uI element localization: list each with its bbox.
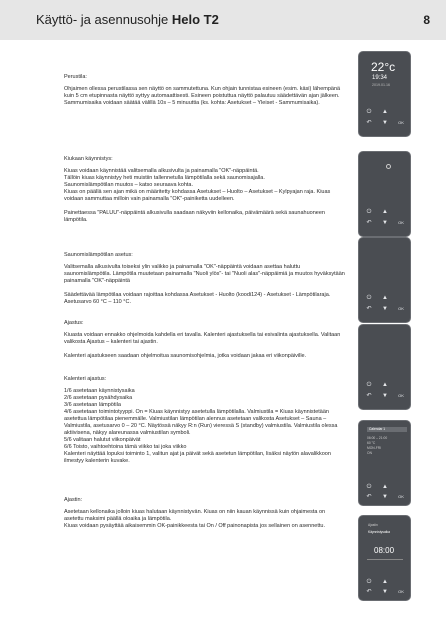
section-temperature <box>64 252 346 313</box>
arrow-up-icon: ▲ <box>382 579 388 585</box>
back-icon: ↶ <box>366 494 372 500</box>
section-timing <box>64 320 346 367</box>
ok-icon: OK <box>398 589 404 594</box>
device-screen <box>364 427 405 483</box>
device-image-blank <box>358 151 411 237</box>
device-button-row <box>363 578 407 586</box>
arrow-down-icon: ▼ <box>382 393 388 399</box>
power-icon: ⏻ <box>366 209 372 215</box>
arrow-up-icon: ▲ <box>382 484 388 490</box>
section-body: Valitsemalla alkusivulta toiseksi ylin valikko ja painamalla "OK"-näppäintä voidaan asettaa haluttu saunomislämpötila. Lämpötila muutetaan painamalla "Nuoli ylös"- tai "Nuoli alas"-näppäimiä ja muutos hyväksytään painamalla "OK"-näppäintä <box>64 264 345 284</box>
arrow-up-icon: ▲ <box>382 295 388 301</box>
device-button-row <box>363 381 407 389</box>
device-button-row <box>363 493 407 501</box>
device-image-timing <box>358 324 411 410</box>
section-calendar <box>64 376 346 472</box>
section-heading: Perustila: <box>64 74 87 80</box>
section-basic-state <box>64 74 346 114</box>
back-icon: ↶ <box>366 589 372 595</box>
ok-icon: OK <box>398 120 404 125</box>
section-body: 1/6 asetetaan käynnistysaika 2/6 asetetaan pysähdysaika 3/6 asetetaan lämpötila 4/6 asetetaan toimintotyyppi. On = Kiuas käynnistyy asetetulla lämpötilalla. Valmiustila = Kiuas käynnistetään asetettua lämpötilaa pienemmälle. Valmiustilan lämpötilan alennus asetetaan valikosta Asetukset – Sauna – Valmiustila, asetusarvo 0 – 20 °C. Näytössä näkyy R:n (Run) vieressä S (standby) valmiustila. Valmiustila olessa aktiivisena, näkyy alareunassa valmiustilan symboli. 5/6 valitaan halutut viikonpäivät 6/6 Toisto, vaihtoehtoina tämä viikko tai joka viikko Kalenteri näyttää lopuksi toiminto 1, valitun ajat ja päivät sekä asetetun lämpötilan, lisäksi näytön alavalikkoon ilmestyy kalenterin kuvake. <box>64 388 338 464</box>
ok-icon: OK <box>398 494 404 499</box>
device-image-calendar <box>358 420 411 506</box>
ok-icon: OK <box>398 393 404 398</box>
back-icon: ↶ <box>366 393 372 399</box>
back-icon: ↶ <box>366 220 372 226</box>
calendar-list-item: ON <box>367 451 372 455</box>
power-icon: ⏻ <box>366 295 372 301</box>
device-button-row <box>363 588 407 596</box>
section-body: Kiuas voidaan käynnistää valitsemalla alkusivulta ja painamalla "OK"-näppäintä. Tällöin kiuas käynnistyy heti muistiin tallennetulla lämpötilalla sekä saunomisajalla. Saunomislämpötilan muutos – katso seuraava kohta. Kiuas on päällä sen ajan mikä on määritetty kohdassa Asetukset – Huolto – Asetukset – Kylpyajan raja. Kiuas voidaan sammuttaa milloin vain painamalla "OK"-painiketta uudelleen. <box>64 168 331 202</box>
timer-divider <box>367 559 403 560</box>
arrow-up-icon: ▲ <box>382 382 388 388</box>
device-temperature: 22°c <box>371 60 396 74</box>
device-image-home <box>358 51 411 137</box>
device-button-row <box>363 392 407 400</box>
ok-icon: OK <box>398 220 404 225</box>
device-screen <box>364 58 405 114</box>
power-icon: ⏻ <box>366 579 372 585</box>
device-date: 2019.01.16 <box>372 83 390 87</box>
section-heading: Ajastin: <box>64 497 83 503</box>
section-heading: Kalenteri ajastus: <box>64 376 107 382</box>
calendar-list-item: 06:00 – 21:00 <box>367 436 388 440</box>
section-body-2: Säädettävää lämpötilaa voidaan rajoittaa kohdassa Asetukset - Huolto (koodi124) - Asetukset - Lämpötilaraja. Asetusarvo 60 °C – 110 °C. <box>64 292 331 305</box>
title-prefix: Käyttö- ja asennusohje <box>36 12 172 27</box>
device-button-row <box>363 108 407 116</box>
section-body: Ohjaimen ollessa perustilassa sen näyttö on sammutettuna. Kun ohjain tunnistaa esineen (esim. käsi) lähempänä kuin 5 cm etupinnasta näyttö syttyy automaattisesti. Esineen poistuttua näyttö palautuu säädettävän ajan jälkeen. Sammumisaika voidaan säätää välillä 10s – 5 minuuttia (ks. kohta: Asetukset – Yleiset - Sammumisaika). <box>64 86 341 106</box>
power-icon: ⏻ <box>366 109 372 115</box>
arrow-up-icon: ▲ <box>382 209 388 215</box>
section-body-2: Kalenteri ajastukseen saadaan ohjelmoitua saunomisohjelmia, jotka voidaan jakaa eri viikonpäiville. <box>64 353 307 359</box>
calendar-list-item: Calendar 1 <box>367 427 407 432</box>
arrow-down-icon: ▼ <box>382 306 388 312</box>
section-heading: Saunomislämpötilan asetus: <box>64 252 133 258</box>
section-body: Kiuasta voidaan ennakko ohjelmoida kahdella eri tavalla. Kalenteri ajastuksella tai esivalinta ajastuksella. Valitaan valikosta Ajastus – kalenteri tai ajastin. <box>64 332 341 345</box>
section-heading: Kiukaan käynnistys: <box>64 156 113 162</box>
section-heading: Ajastus: <box>64 320 84 326</box>
device-screen <box>364 244 405 300</box>
page-number: 8 <box>423 13 430 27</box>
device-button-row <box>363 119 407 127</box>
power-icon: ⏻ <box>366 382 372 388</box>
timer-subtitle: Käynnistysaika <box>368 530 390 534</box>
device-image-temp <box>358 237 411 323</box>
power-icon: ⏻ <box>366 484 372 490</box>
arrow-down-icon: ▼ <box>382 220 388 226</box>
device-screen <box>364 522 405 578</box>
section-body-2: Painettaessa "PALUU"-näppäintä alkusivulla saadaan näkyviin kellonaika, päivämäärä sekä saunahuoneen lämpötila. <box>64 210 325 223</box>
device-button-row <box>363 483 407 491</box>
section-heater-start <box>64 156 346 231</box>
page-title <box>36 12 219 27</box>
device-button-row <box>363 305 407 313</box>
arrow-down-icon: ▼ <box>382 494 388 500</box>
arrow-down-icon: ▼ <box>382 120 388 126</box>
section-timer <box>64 497 346 537</box>
arrow-up-icon: ▲ <box>382 109 388 115</box>
device-button-row <box>363 219 407 227</box>
device-screen <box>364 331 405 387</box>
device-image-timer <box>358 515 411 601</box>
device-button-row <box>363 208 407 216</box>
page-header <box>0 0 446 40</box>
ok-icon: OK <box>398 306 404 311</box>
device-time: 19:34 <box>372 75 388 81</box>
power-indicator-icon <box>386 164 391 169</box>
timer-title: Ajastin <box>368 523 378 527</box>
arrow-down-icon: ▼ <box>382 589 388 595</box>
calendar-list-item: 60 °C <box>367 441 376 445</box>
calendar-list-item: MON-FRI <box>367 446 382 450</box>
back-icon: ↶ <box>366 306 372 312</box>
device-screen <box>364 158 405 214</box>
back-icon: ↶ <box>366 120 372 126</box>
title-model: Helo T2 <box>171 12 219 27</box>
section-body: Asetetaan kellonaika jolloin kiuas halutaan käynnistyvän. Kiuas on niin kauan käynnissä kuin ohjaimesta on asetettu maksimi päällä oloaika ja lämpötila. Kiuas voidaan pysäyttää aikaisemmin OK-painikkeesta tai On / Off painonapista jos sellainen on asennettu. <box>64 509 326 529</box>
calendar-list <box>367 427 407 456</box>
timer-time: 08:00 <box>374 546 395 555</box>
device-button-row <box>363 294 407 302</box>
